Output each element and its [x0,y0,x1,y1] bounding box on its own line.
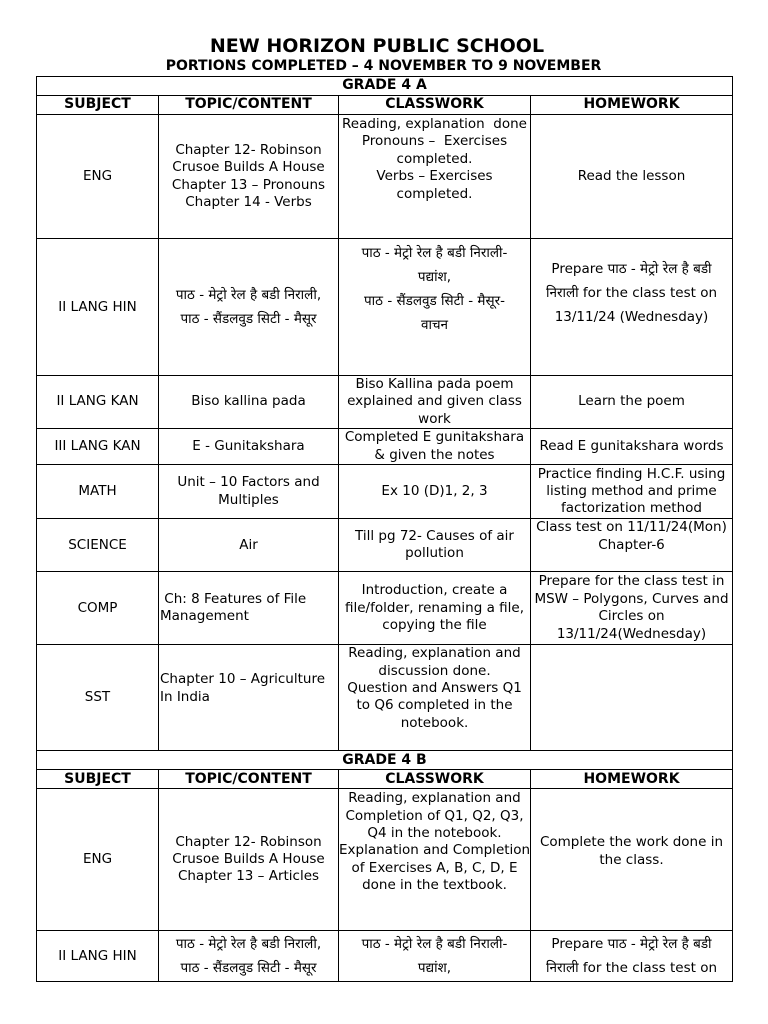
classwork-line: copying the file [382,616,487,633]
classwork-cell [339,572,531,645]
topic-cell [159,789,339,931]
topic-cell [159,115,339,239]
topic-cell [159,465,339,519]
homework-cell [531,115,733,239]
topic-line: पाठ - सैंडलवुड सिटी - मैसूर [180,960,317,977]
column-header-classwork: CLASSWORK [339,770,531,789]
classwork-line: Biso Kallina pada poem [355,376,514,392]
column-header-classwork: CLASSWORK [339,96,531,115]
classwork-line: पद्यांश, [417,269,452,285]
subject-cell [37,789,159,931]
column-header-row [37,96,733,115]
portions-subtitle: PORTIONS COMPLETED – 4 NOVEMBER TO 9 NOVEMBER [165,58,602,74]
subject-text: ENG [82,851,113,868]
subject-cell [37,115,159,239]
homework-cell [531,376,733,429]
table-row [37,115,733,239]
topic-line: Chapter 13 – Pronouns [171,176,326,193]
subject-text: II LANG HIN [58,299,137,315]
classwork-cell [339,645,531,751]
subject-cell [37,376,159,429]
classwork-line: notebook. [400,714,469,731]
classwork-line: Ex 10 (D)1, 2, 3 [381,483,488,500]
topic-line: पाठ - मेट्रो रेल है बडी निराली, [175,287,322,303]
homework-cell [531,519,733,572]
table-row [37,645,733,751]
homework-line: Class test on 11/11/24(Mon) [536,519,727,536]
column-header-homework: HOMEWORK [531,770,733,789]
table-row [37,465,733,519]
classwork-line: Completed E gunitakshara [344,429,525,446]
subject-text: II LANG HIN [58,948,137,965]
table-row [37,429,733,465]
grade-title: GRADE 4 A [37,77,733,96]
topic-line: Multiples [218,491,279,508]
classwork-line: of Exercises A, B, C, D, E [351,859,518,876]
classwork-cell [339,789,531,931]
classwork-line: completed. [396,185,473,202]
classwork-line: Till pg 72- Causes of air [355,527,514,544]
column-header-subject: SUBJECT [37,770,159,789]
classwork-cell [339,429,531,465]
homework-line: Learn the poem [578,393,685,410]
classwork-line: to Q6 completed in the [356,697,513,714]
classwork-line: discussion done. [378,662,491,679]
classwork-cell [339,465,531,519]
homework-cell [531,572,733,645]
classwork-line: Explanation and Completion [339,842,531,859]
homework-line: 13/11/24 (Wednesday) [554,309,709,325]
classwork-line: Reading, explanation and [348,645,521,662]
table-row [37,376,733,429]
topic-line: पाठ - मेट्रो रेल है बडी निराली, [175,936,322,953]
topic-line: Chapter 12- Robinson [175,833,322,850]
subject-cell [37,239,159,376]
classwork-line: Q4 in the notebook. [367,825,502,842]
topic-cell [159,376,339,429]
classwork-line: Verbs – Exercises [376,168,493,185]
subject-cell [37,519,159,572]
column-header-topic: TOPIC/CONTENT [159,96,339,115]
homework-line: MSW – Polygons, Curves and [534,590,729,607]
classwork-line: पाठ - मेट्रो रेल है बडी निराली- [361,245,508,261]
homework-cell [531,239,733,376]
subject-cell [37,465,159,519]
classwork-cell [339,115,531,239]
homework-line: the class. [599,851,664,868]
classwork-line: completed. [396,150,473,167]
subject-cell [37,931,159,982]
homework-line: 13/11/24(Wednesday) [556,625,707,642]
subject-text: MATH [78,483,117,500]
homework-line: Prepare for the class test in [538,573,725,590]
column-header-subject: SUBJECT [37,96,159,115]
homework-line: Read the lesson [577,167,686,184]
homework-line: Prepare पाठ - मेट्रो रेल है बडी [551,261,712,277]
table-row [37,789,733,931]
homework-line: Prepare पाठ - मेट्रो रेल है बडी [551,936,712,953]
topic-line: Chapter 14 - Verbs [185,193,312,210]
classwork-line: Pronouns – Exercises [361,133,508,150]
classwork-line: पाठ - मेट्रो रेल है बडी निराली- [361,936,508,953]
classwork-line: work [418,410,451,427]
topic-line: In India [160,688,210,705]
subject-text: SCIENCE [68,536,127,553]
classwork-line: & given the notes [374,446,495,463]
classwork-line: Reading, explanation done [342,116,527,132]
column-header-row [37,770,733,789]
homework-line: Practice finding H.C.F. using [537,465,726,482]
classwork-line: Reading, explanation and [348,790,521,807]
table-row [37,931,733,982]
table-row [37,572,733,645]
homework-line: Circles on [598,608,665,625]
portions-table-body [37,77,733,982]
portions-table [36,76,733,982]
homework-line: निराली for the class test on [545,960,718,977]
grade-title-row [37,77,733,96]
classwork-line: Question and Answers Q1 [347,680,522,697]
subject-text: II LANG KAN [56,393,139,410]
classwork-line: done in the textbook. [362,877,507,894]
subject-cell [37,429,159,465]
topic-line: Chapter 13 – Articles [177,868,320,885]
classwork-line: पाठ - सैंडलवुड सिटी - मैसूर- [364,293,505,309]
subject-text: III LANG KAN [54,438,141,455]
classwork-line: explained and given class [347,393,522,410]
subject-text: ENG [82,167,113,184]
classwork-line: pollution [405,545,464,562]
grade-title: GRADE 4 B [37,751,733,770]
homework-line: Chapter-6 [598,536,665,553]
subject-cell [37,572,159,645]
topic-cell [159,519,339,572]
topic-line: Biso kallina pada [191,393,306,410]
homework-line: Read E gunitakshara words [539,438,724,455]
homework-cell [531,789,733,931]
grade-title-row [37,751,733,770]
homework-cell [531,465,733,519]
homework-line: factorization method [561,500,702,517]
classwork-line: वाचन [420,317,449,333]
topic-cell [159,572,339,645]
topic-line: Chapter 10 – Agriculture [160,671,326,688]
topic-cell [159,931,339,982]
topic-line: Air [239,536,258,553]
classwork-cell [339,931,531,982]
classwork-line: Introduction, create a [361,582,508,599]
table-row [37,519,733,572]
subject-cell [37,645,159,751]
classwork-cell [339,519,531,572]
homework-cell [531,931,733,982]
topic-line: E - Gunitakshara [192,438,305,455]
subject-text: COMP [77,599,118,616]
classwork-line: file/folder, renaming a file, [344,599,524,616]
school-name: NEW HORIZON PUBLIC SCHOOL [209,35,545,57]
topic-line: Chapter 12- Robinson [175,141,322,158]
homework-cell [531,645,733,751]
topic-line: Crusoe Builds A House [172,851,325,868]
topic-line: Ch: 8 Features of File [160,590,307,607]
topic-line: Unit – 10 Factors and [177,474,320,491]
table-row [37,239,733,376]
homework-line: निराली for the class test on [545,285,718,301]
topic-line: Management [160,608,249,625]
classwork-cell [339,239,531,376]
classwork-cell [339,376,531,429]
column-header-homework: HOMEWORK [531,96,733,115]
classwork-line: Completion of Q1, Q2, Q3, [345,807,524,824]
topic-cell [159,645,339,751]
topic-cell [159,239,339,376]
subject-text: SST [84,689,111,706]
topic-line: पाठ - सैंडलवुड सिटी - मैसूर [180,311,317,327]
classwork-line: पद्यांश, [417,960,452,977]
homework-cell [531,429,733,465]
topic-line: Crusoe Builds A House [172,159,325,176]
topic-cell [159,429,339,465]
column-header-topic: TOPIC/CONTENT [159,770,339,789]
homework-line: listing method and prime [546,483,717,500]
homework-line: Complete the work done in [539,834,724,851]
